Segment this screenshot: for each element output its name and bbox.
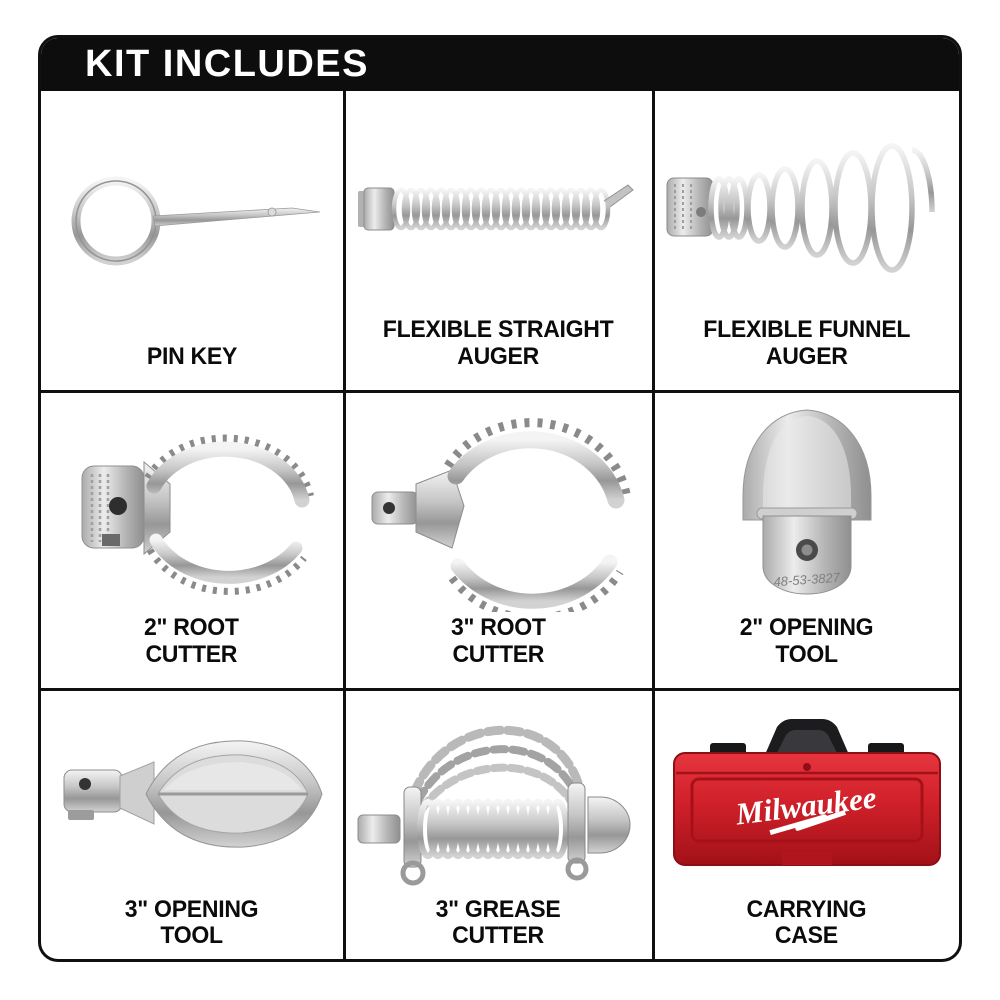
shaft-pin-hole	[79, 778, 91, 790]
kit-item-label: 3" OPENING TOOL	[124, 896, 259, 950]
kit-includes-panel	[38, 35, 962, 962]
kit-item-cell-pin-key	[41, 91, 346, 393]
kit-item-cell-carrying-case	[655, 691, 960, 962]
kit-item-label: FLEXIBLE FUNNEL AUGER	[703, 316, 911, 370]
cutter-blade-top	[456, 440, 616, 500]
2in-root-cutter-illustration	[58, 406, 326, 606]
3in-grease-cutter-illustration	[352, 695, 646, 897]
pin-key-pin	[153, 208, 320, 226]
kit-item-label: FLEXIBLE STRAIGHT AUGER	[383, 316, 614, 370]
auger-coil	[394, 190, 608, 228]
auger-coupler	[364, 188, 394, 230]
cutter-shaft	[358, 815, 400, 843]
carrying-case-illustration	[664, 713, 950, 879]
kit-item-cell-2in-opening-tool	[655, 393, 960, 691]
svg-text:Milwaukee: Milwaukee	[733, 779, 879, 832]
part-number-engraving: 48-53-3827	[772, 569, 841, 590]
cutter-spring	[420, 802, 566, 856]
kit-items-grid	[41, 91, 959, 959]
shaft-pin-hole	[383, 502, 395, 514]
cutter-blade-bottom	[458, 562, 610, 601]
kit-item-label: 2" ROOT CUTTER	[144, 614, 240, 668]
kit-item-cell-3in-opening-tool	[41, 691, 346, 962]
kit-item-cell-flexible-straight-auger	[346, 91, 655, 393]
opening-tool-shaft	[64, 770, 122, 812]
cutter-blade-bottom	[156, 540, 296, 577]
kit-item-label: CARRYING CASE	[746, 896, 867, 950]
kit-item-cell-2in-root-cutter	[41, 393, 346, 691]
kit-item-label: 2" OPENING TOOL	[739, 614, 874, 668]
kit-item-cell-flexible-funnel-auger	[655, 91, 960, 393]
flexible-funnel-auger-illustration	[661, 120, 953, 292]
flexible-straight-auger-illustration	[354, 141, 644, 271]
hub-pin-hole	[109, 497, 127, 515]
kit-includes-title: KIT INCLUDES	[85, 43, 369, 85]
3in-root-cutter-illustration	[364, 400, 634, 612]
kit-item-cell-3in-root-cutter	[346, 393, 655, 691]
end-plate-right	[568, 783, 585, 863]
kit-item-label: 3" GREASE CUTTER	[436, 896, 561, 950]
kit-includes-header	[41, 38, 959, 91]
kit-item-cell-3in-grease-cutter	[346, 691, 655, 962]
cutter-end-cap	[588, 797, 630, 853]
3in-opening-tool-illustration	[54, 720, 330, 872]
2in-opening-tool-illustration	[691, 402, 923, 610]
kit-item-label: PIN KEY	[146, 342, 237, 370]
pin-key-illustration	[56, 153, 328, 285]
case-bottom-notch	[782, 852, 832, 865]
funnel-coil	[711, 146, 932, 270]
kit-item-label: 3" ROOT CUTTER	[451, 614, 546, 668]
cutter-blade-top	[154, 449, 302, 500]
